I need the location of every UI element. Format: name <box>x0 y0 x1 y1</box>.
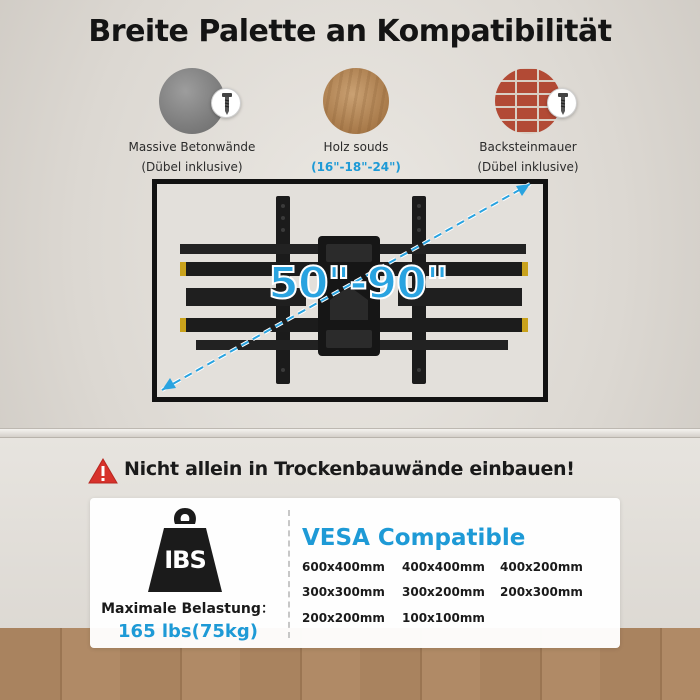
vesa-size: 400x400mm <box>402 560 485 574</box>
max-load-value: 165 lbs(75kg) <box>118 621 258 642</box>
weight-icon-text: IBS <box>164 546 206 574</box>
vesa-size: 100x100mm <box>402 611 485 625</box>
material-label: Backsteinmauer <box>479 140 577 154</box>
page-title: Breite Palette an Kompatibilität <box>88 14 612 49</box>
screen-size-label: 50"-90" <box>268 258 448 309</box>
vesa-size: 300x300mm <box>302 585 385 599</box>
vesa-size: 200x300mm <box>500 585 583 599</box>
material-label: Massive Betonwände <box>128 140 256 154</box>
warning-text: Nicht allein in Trockenbauwände einbauen! <box>124 458 575 480</box>
material-sublabel: (Dübel inklusive) <box>141 160 243 174</box>
vesa-size: 400x200mm <box>500 560 583 574</box>
warning-banner <box>88 456 648 486</box>
vesa-size: 600x400mm <box>302 560 385 574</box>
warning-icon <box>88 458 118 484</box>
vesa-title: VESA Compatible <box>302 525 526 551</box>
vesa-size: 200x200mm <box>302 611 385 625</box>
material-label: Holz souds <box>323 140 389 154</box>
stud-spacing-label: (16"-18"-24") <box>311 160 401 174</box>
max-load-label: Maximale Belastung： <box>101 601 275 617</box>
material-sublabel: (Dübel inklusive) <box>477 160 579 174</box>
vesa-size: 300x200mm <box>402 585 485 599</box>
card-divider <box>288 510 290 638</box>
